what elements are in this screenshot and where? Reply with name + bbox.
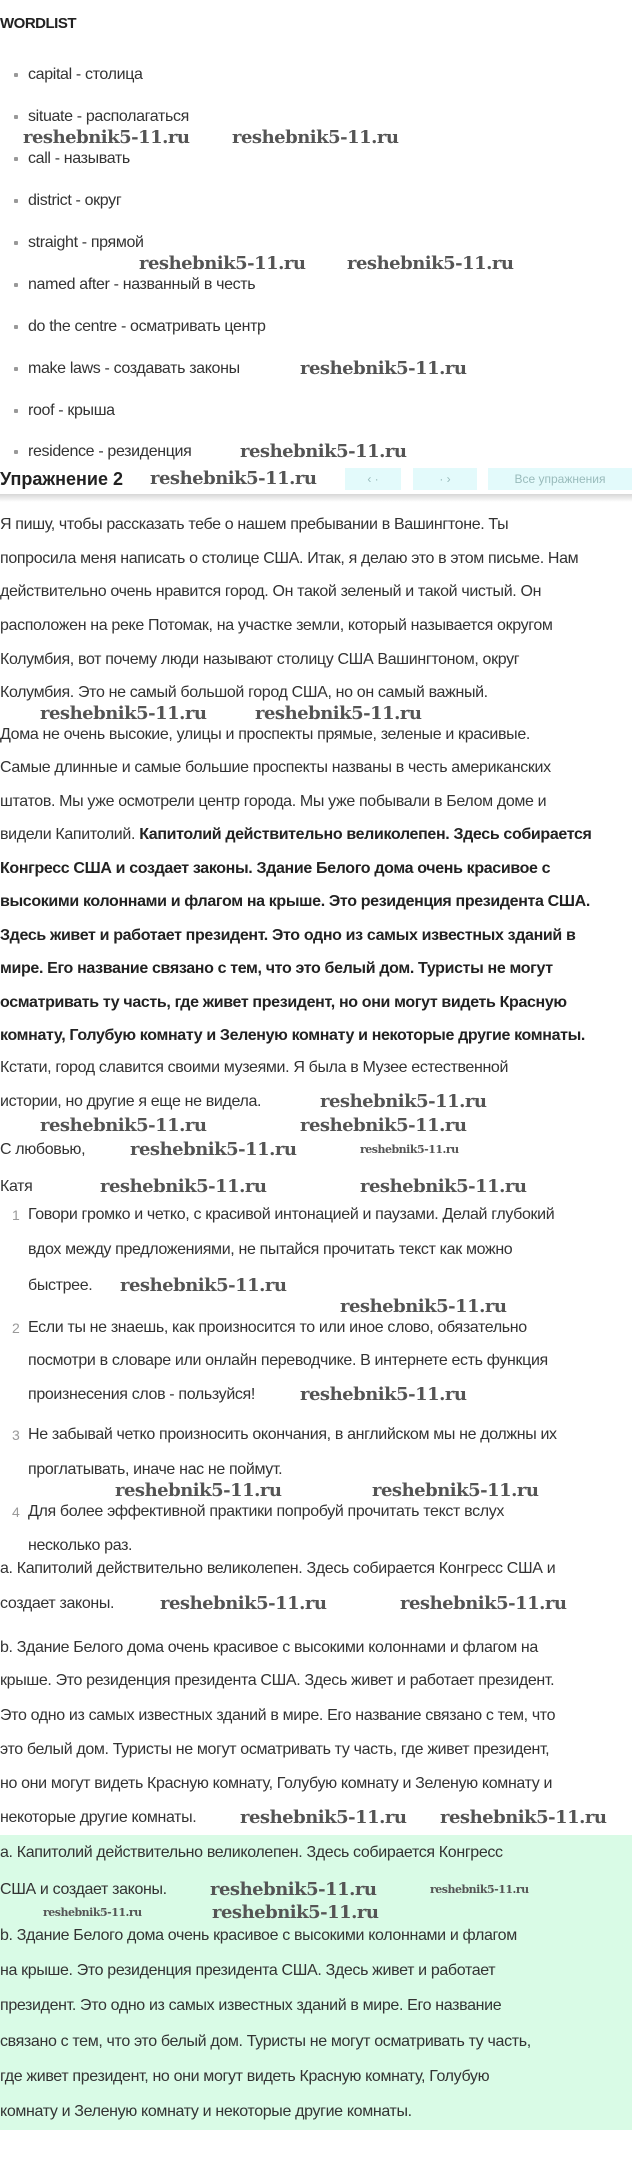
- tip-line: Если ты не знаешь, как произносится то или иное слово, обязательно: [28, 1319, 527, 1336]
- bullet-icon: [14, 367, 18, 371]
- bullet-icon: [14, 241, 18, 245]
- letter-line-mixed: [0, 824, 592, 846]
- next-button[interactable]: · ›: [413, 468, 477, 490]
- letter-line-bold: Конгресс США и создает законы. Здание Белого дома очень красивое с: [0, 860, 551, 877]
- watermark: reshebnik5-11.ru: [100, 1176, 267, 1197]
- exercise-header: [0, 464, 632, 494]
- tip-line: произнесения слов - пользуйся!: [28, 1386, 255, 1403]
- letter-line: Самые длинные и самые большие проспекты названы в честь американских: [0, 759, 551, 776]
- letter-line: расположен на реке Потомак, на участке земли, который называется округом: [0, 617, 553, 634]
- answer-box-line: b. Здание Белого дома очень красивое с высокими колоннами и флагом: [0, 1927, 517, 1944]
- bullet-icon: [14, 199, 18, 203]
- watermark: reshebnik5-11.ru: [160, 1593, 327, 1614]
- tip-line: проглатывать, иначе нас не поймут.: [28, 1461, 283, 1478]
- letter-line: Я пишу, чтобы рассказать тебе о нашем пребывании в Вашингтоне. Ты: [0, 516, 509, 533]
- letter-line: Дома не очень высокие, улицы и проспекты прямые, зеленые и красивые.: [0, 726, 530, 743]
- tip-number: 4: [12, 1504, 20, 1520]
- bullet-icon: [14, 409, 18, 413]
- answer-a-line: создает законы.: [0, 1595, 115, 1612]
- tip-line: несколько раз.: [28, 1537, 133, 1554]
- letter-line: истории, но другие я еще не видела.: [0, 1093, 262, 1110]
- letter-closing: С любовью,: [0, 1141, 86, 1158]
- tip-line: Для более эффективной практики попробуй прочитать текст вслух: [28, 1503, 505, 1520]
- watermark: reshebnik5-11.ru: [40, 1115, 207, 1136]
- tip-line: Говори громко и четко, с красивой интонацией и паузами. Делай глубокий: [28, 1206, 555, 1223]
- answer-box-line: a. Капитолий действительно великолепен. Здесь собирается Конгресс: [0, 1844, 503, 1861]
- bullet-icon: [14, 325, 18, 329]
- watermark: reshebnik5-11.ru: [360, 1176, 527, 1197]
- watermark: reshebnik5-11.ru: [212, 1902, 379, 1923]
- letter-line: Колумбия. Это не самый большой город США, но он самый важный.: [0, 684, 488, 701]
- answer-b-line: но они могут видеть Красную комнату, Голубую комнату и Зеленую комнату и: [0, 1775, 553, 1792]
- tip-line: Не забывай четко произносить окончания, в английском мы не должны их: [28, 1426, 557, 1443]
- tip-line: вдох между предложениями, не пытайся прочитать текст как можно: [28, 1241, 513, 1258]
- answer-a-line: a. Капитолий действительно великолепен. Здесь собирается Конгресс США и: [0, 1560, 556, 1577]
- answer-box-line: связано с тем, что это белый дом. Туристы не могут осматривать ту часть,: [0, 2033, 531, 2050]
- prev-button[interactable]: ‹ ·: [345, 468, 401, 490]
- watermark: reshebnik5-11.ru: [43, 1906, 142, 1919]
- wordlist-item: district - округ: [28, 192, 122, 209]
- answer-box-line: на крыше. Это резиденция президента США. Здесь живет и работает: [0, 1962, 496, 1979]
- letter-line-bold: мире. Его название связано с тем, что это белый дом. Туристы не могут: [0, 960, 553, 977]
- answer-box-line: где живет президент, но они могут видеть Красную комнату, Голубую: [0, 2068, 490, 2085]
- wordlist-item: make laws - создавать законы: [28, 360, 240, 377]
- answer-box-line: комнату и Зеленую комнату и некоторые другие комнаты.: [0, 2103, 412, 2120]
- watermark: reshebnik5-11.ru: [130, 1139, 297, 1160]
- letter-line-bold: Здесь живет и работает президент. Это одно из самых известных зданий в: [0, 927, 576, 944]
- watermark: reshebnik5-11.ru: [440, 1807, 607, 1828]
- letter-line-bold: высокими колоннами и флагом на крыше. Это резиденция президента США.: [0, 893, 590, 910]
- answer-box-line: США и создает законы.: [0, 1881, 167, 1898]
- tip-number: 2: [12, 1320, 20, 1336]
- wordlist-title: WORDLIST: [0, 15, 76, 32]
- letter-line: действительно очень нравится город. Он такой зеленый и такой чистый. Он: [0, 583, 542, 600]
- tip-number: 3: [12, 1427, 20, 1443]
- bullet-icon: [14, 450, 18, 454]
- watermark: reshebnik5-11.ru: [240, 1807, 407, 1828]
- wordlist-item: residence - резиденция: [28, 443, 192, 460]
- all-exercises-button[interactable]: Все упражнения: [488, 468, 632, 490]
- letter-line-bold-part: Капитолий действительно великолепен. Здесь собирается: [139, 826, 592, 843]
- watermark: reshebnik5-11.ru: [255, 703, 422, 724]
- watermark: reshebnik5-11.ru: [300, 1384, 467, 1405]
- watermark: reshebnik5-11.ru: [320, 1091, 487, 1112]
- watermark: reshebnik5-11.ru: [115, 1480, 282, 1501]
- bullet-icon: [14, 157, 18, 161]
- answer-b-line: некоторые другие комнаты.: [0, 1809, 197, 1826]
- watermark: reshebnik5-11.ru: [23, 127, 190, 148]
- watermark: reshebnik5-11.ru: [210, 1879, 377, 1900]
- letter-line-bold: осматривать ту часть, где живет президент, но они могут видеть Красную: [0, 994, 567, 1011]
- wordlist-item: do the centre - осматривать центр: [28, 318, 266, 335]
- wordlist-item: capital - столица: [28, 66, 143, 83]
- letter-line: Кстати, город славится своими музеями. Я была в Музее естественной: [0, 1059, 509, 1076]
- watermark: reshebnik5-11.ru: [360, 1143, 459, 1156]
- wordlist-item: named after - названный в честь: [28, 276, 256, 293]
- header-shadow: [0, 494, 632, 502]
- wordlist-item: situate - располагаться: [28, 108, 189, 125]
- answer-b-line: крыше. Это резиденция президента США. Здесь живет и работает президент.: [0, 1672, 555, 1689]
- watermark: reshebnik5-11.ru: [400, 1593, 567, 1614]
- wordlist-item: straight - прямой: [28, 234, 144, 251]
- exercise-title: Упражнение 2: [0, 469, 123, 489]
- bullet-icon: [14, 73, 18, 77]
- letter-signature: Катя: [0, 1178, 33, 1195]
- watermark: reshebnik5-11.ru: [240, 441, 407, 462]
- tip-line: быстрее.: [28, 1277, 93, 1294]
- letter-line: Колумбия, вот почему люди называют столицу США Вашингтоном, округ: [0, 651, 520, 668]
- watermark: reshebnik5-11.ru: [300, 1115, 467, 1136]
- letter-line: штатов. Мы уже осмотрели центр города. Мы уже побывали в Белом доме и: [0, 793, 547, 810]
- watermark: reshebnik5-11.ru: [139, 253, 306, 274]
- watermark: reshebnik5-11.ru: [150, 468, 317, 489]
- answer-box-line: президент. Это одно из самых известных зданий в мире. Его название: [0, 1997, 502, 2014]
- bullet-icon: [14, 115, 18, 119]
- wordlist-item: roof - крыша: [28, 402, 115, 419]
- wordlist-item: call - называть: [28, 150, 130, 167]
- watermark: reshebnik5-11.ru: [372, 1480, 539, 1501]
- watermark: reshebnik5-11.ru: [340, 1296, 507, 1317]
- watermark: reshebnik5-11.ru: [430, 1883, 529, 1896]
- answer-b-line: Это одно из самых известных зданий в мире. Его название связано с тем, что: [0, 1707, 556, 1724]
- bullet-icon: [14, 283, 18, 287]
- answer-b-line: это белый дом. Туристы не могут осматривать ту часть, где живет президент,: [0, 1741, 550, 1758]
- letter-line: попросила меня написать о столице США. Итак, я делаю это в этом письме. Нам: [0, 550, 579, 567]
- tip-line: посмотри в словаре или онлайн переводчике. В интернете есть функция: [28, 1352, 548, 1369]
- answer-b-line: b. Здание Белого дома очень красивое с высокими колоннами и флагом на: [0, 1639, 538, 1656]
- watermark: reshebnik5-11.ru: [120, 1275, 287, 1296]
- letter-line-bold: комнату, Голубую комнату и Зеленую комнату и некоторые другие комнаты.: [0, 1027, 586, 1044]
- watermark: reshebnik5-11.ru: [347, 253, 514, 274]
- tip-number: 1: [12, 1207, 20, 1223]
- watermark: reshebnik5-11.ru: [300, 358, 467, 379]
- watermark: reshebnik5-11.ru: [40, 703, 207, 724]
- letter-line-plain-part: видели Капитолий.: [0, 826, 140, 843]
- watermark: reshebnik5-11.ru: [232, 127, 399, 148]
